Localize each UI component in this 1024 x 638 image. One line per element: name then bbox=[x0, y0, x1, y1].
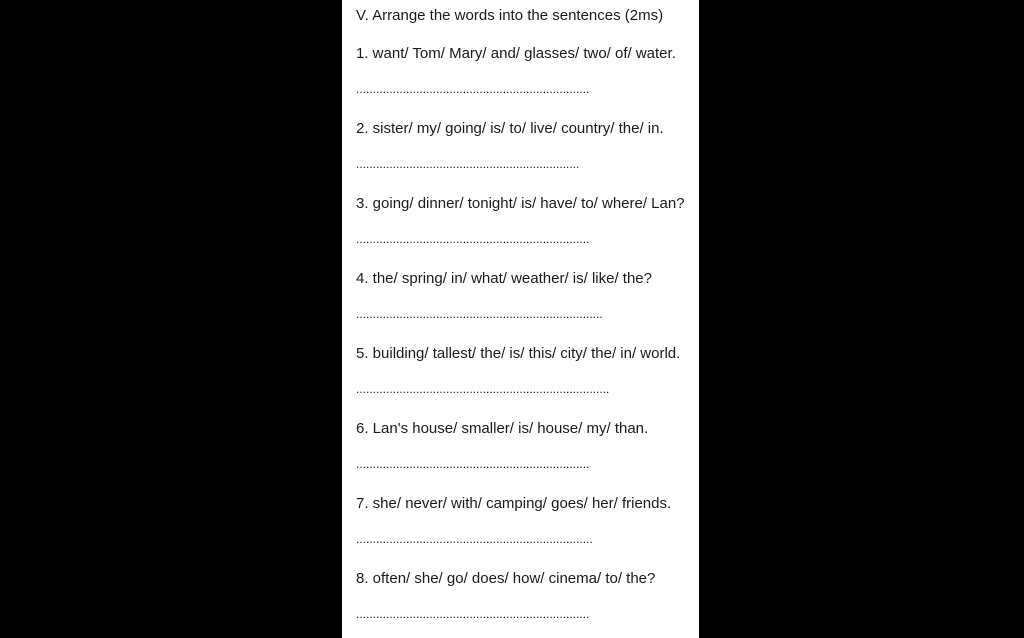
exercise-heading: V. Arrange the words into the sentences (2ms) bbox=[356, 7, 664, 24]
question-text: 5. building/ tallest/ the/ is/ this/ city/ the/ in/ world. bbox=[356, 345, 681, 362]
exercise-item-6 bbox=[356, 419, 696, 471]
question-text: 1. want/ Tom/ Mary/ and/ glasses/ two/ of/ water. bbox=[356, 45, 676, 62]
answer-line: ...................................................................... bbox=[356, 82, 590, 96]
answer-line: ....................................................................... bbox=[356, 532, 593, 546]
exercise-item-2 bbox=[356, 119, 696, 171]
question-text: 3. going/ dinner/ tonight/ is/ have/ to/ where/ Lan? bbox=[356, 195, 685, 212]
answer-line: ...................................................................... bbox=[356, 232, 590, 246]
exercise-item-7 bbox=[356, 494, 696, 546]
answer-line: ............................................................................ bbox=[356, 382, 610, 396]
answer-line: .......................................................................... bbox=[356, 307, 603, 321]
exercise-item-8 bbox=[356, 569, 696, 621]
answer-line: ...................................................................... bbox=[356, 457, 590, 471]
question-text: 6. Lan's house/ smaller/ is/ house/ my/ than. bbox=[356, 420, 649, 437]
question-text: 2. sister/ my/ going/ is/ to/ live/ country/ the/ in. bbox=[356, 120, 664, 137]
exercise-item-4 bbox=[356, 269, 696, 321]
worksheet-page bbox=[342, 0, 699, 638]
answer-line: ................................................................... bbox=[356, 157, 580, 171]
answer-line: ...................................................................... bbox=[356, 607, 590, 621]
question-text: 4. the/ spring/ in/ what/ weather/ is/ like/ the? bbox=[356, 270, 652, 287]
question-text: 8. often/ she/ go/ does/ how/ cinema/ to/ the? bbox=[356, 570, 656, 587]
exercise-item-5 bbox=[356, 344, 696, 396]
question-text: 7. she/ never/ with/ camping/ goes/ her/ friends. bbox=[356, 495, 672, 512]
exercise-item-3 bbox=[356, 194, 696, 246]
exercise-item-1 bbox=[356, 44, 696, 96]
